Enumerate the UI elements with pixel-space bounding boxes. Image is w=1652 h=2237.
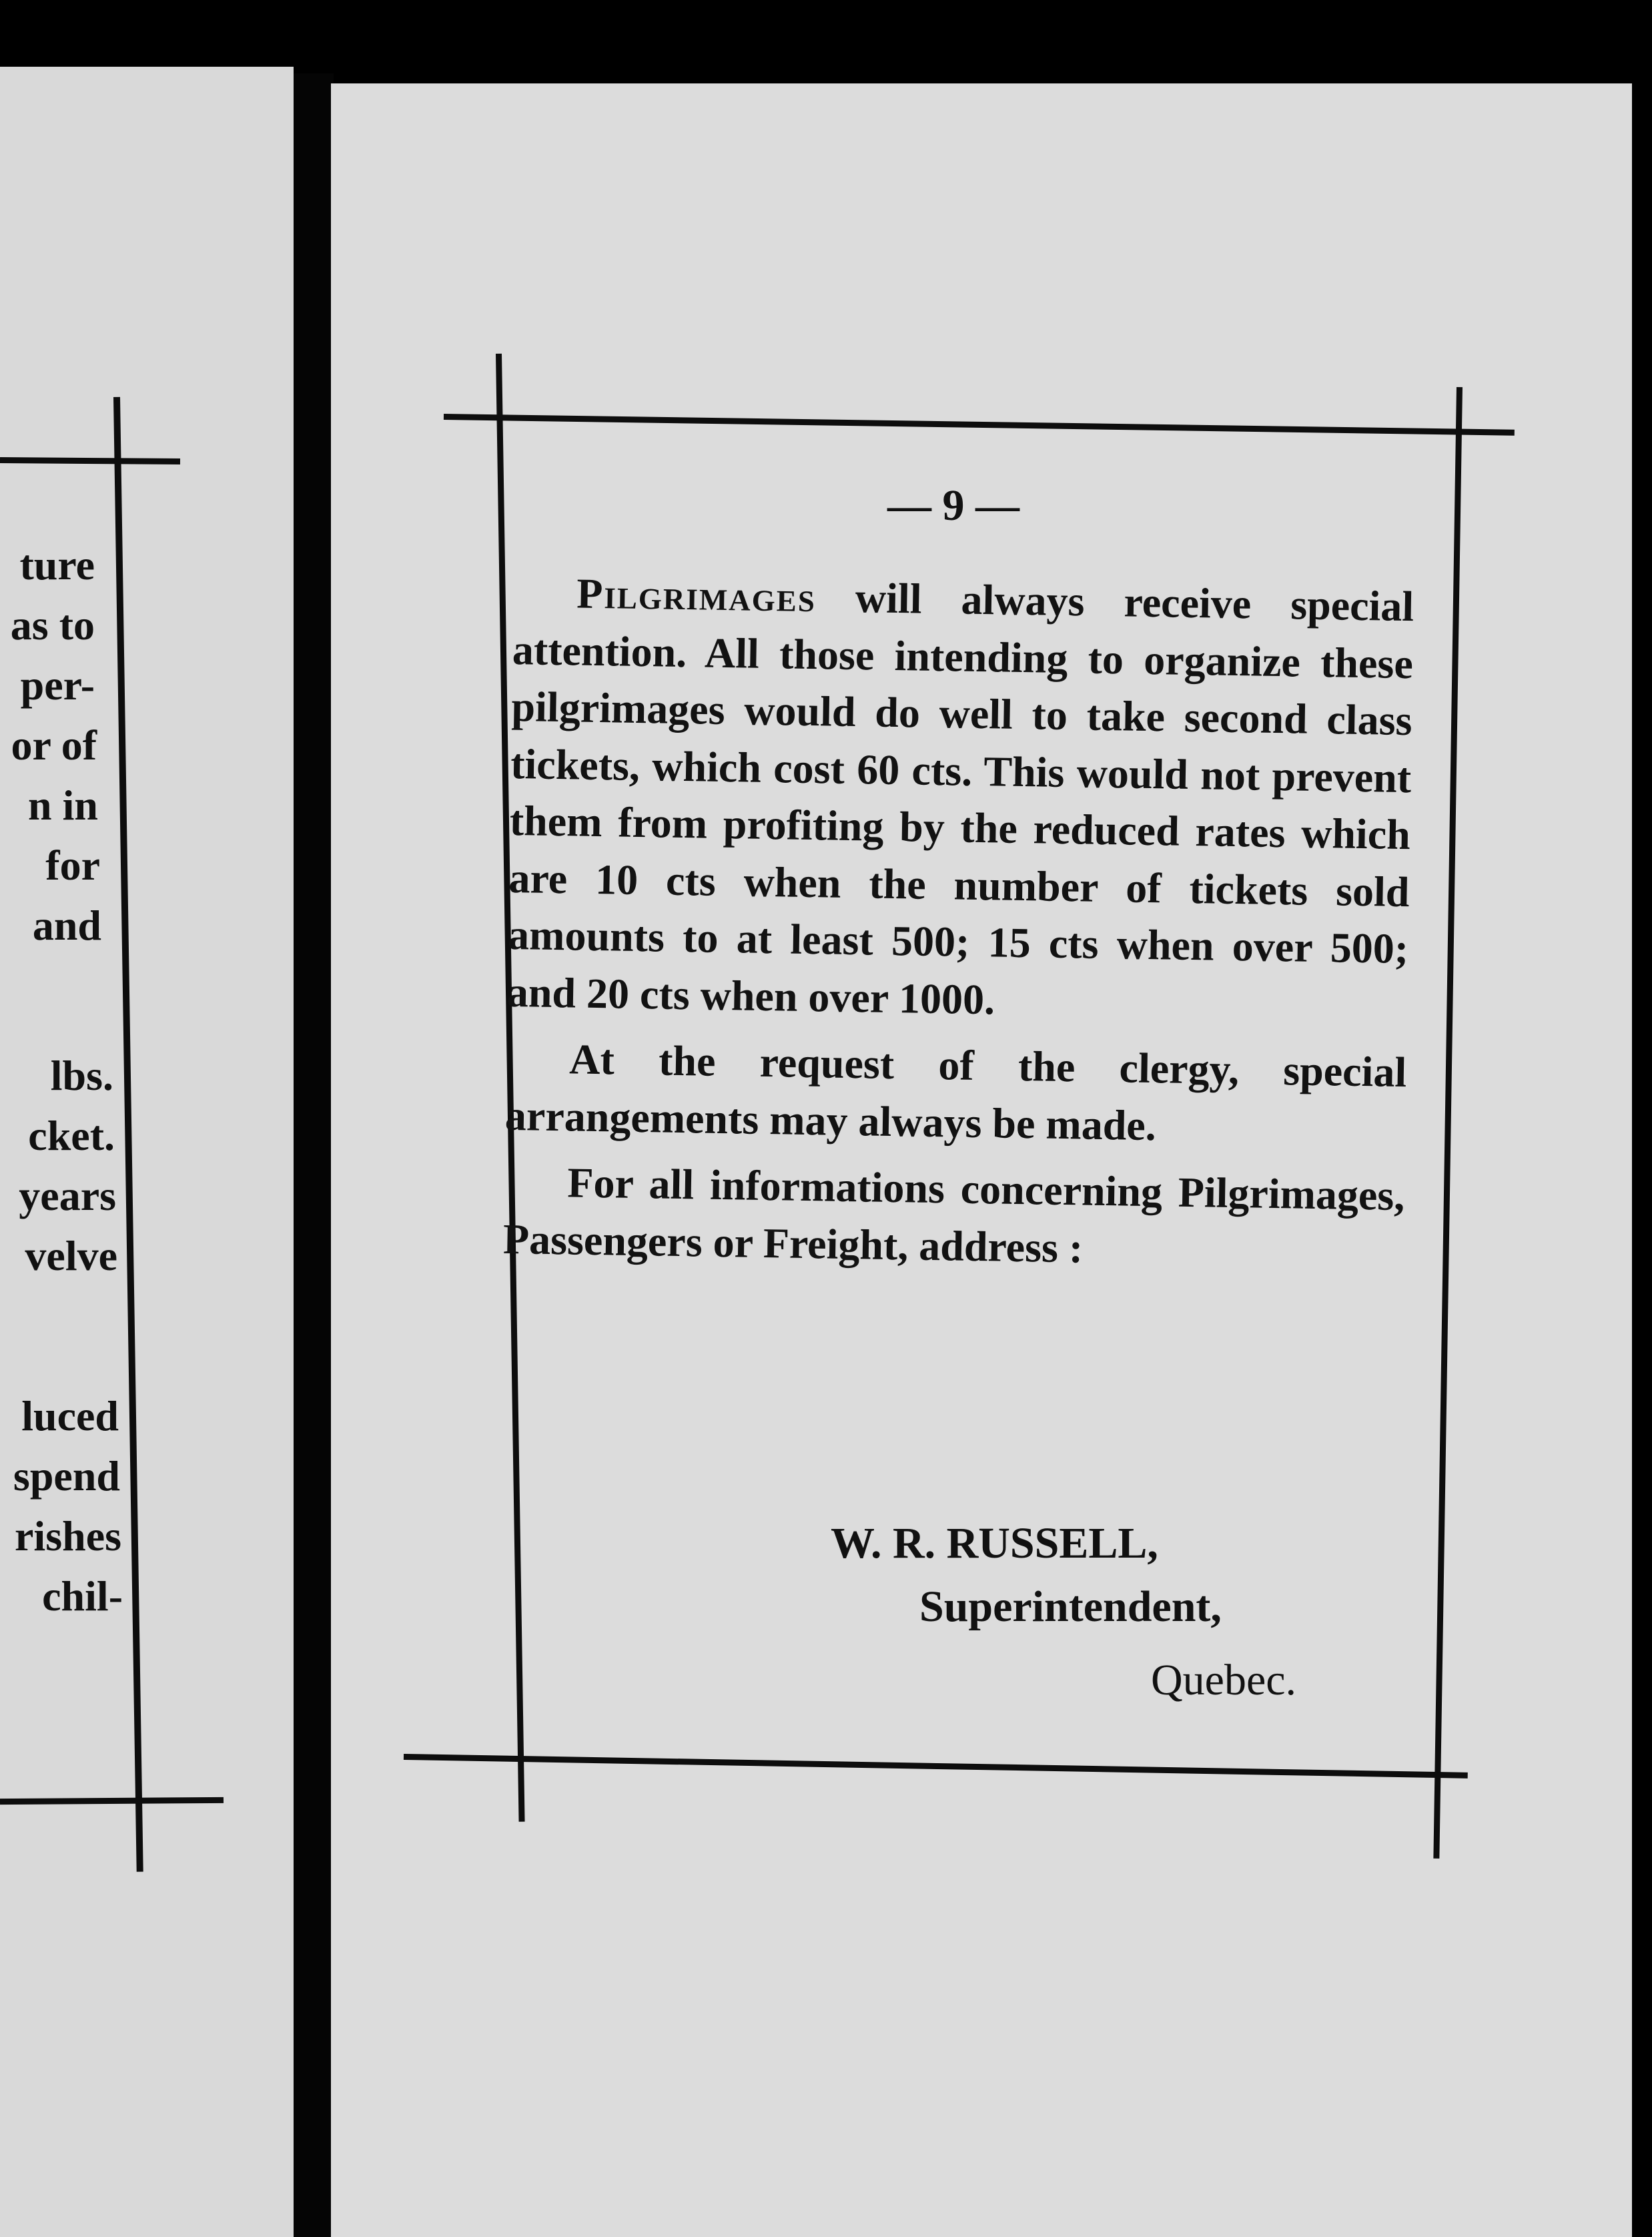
left-text-line: velve — [25, 1232, 117, 1279]
left-text-line: spend — [13, 1452, 120, 1500]
left-text-line: for — [45, 842, 100, 889]
left-text-line: lbs. — [50, 1052, 113, 1099]
left-text-line: rishes — [15, 1512, 121, 1560]
left-text-line: ture — [19, 541, 95, 589]
lead-word: Pilgrimages — [576, 569, 817, 621]
left-text-line: n in — [28, 781, 98, 829]
left-text-line: or of — [11, 721, 97, 769]
paragraph-text: For all informations concerning Pilgrimages, Passengers or Freight, address : — [502, 1159, 1405, 1272]
left-frame-top-rule — [0, 457, 180, 464]
left-frame-bottom-rule — [0, 1797, 224, 1805]
signature-place: Quebec. — [1151, 1656, 1297, 1704]
left-text-line: cket. — [28, 1112, 115, 1159]
body-text — [502, 564, 1414, 1291]
left-text-line: and — [32, 902, 101, 949]
left-page-fragment — [0, 67, 294, 2237]
left-text-line: as to — [10, 601, 95, 649]
paragraph-text: will always receive special attention. All those intending to organize these pilgrimages would do well to take second class tickets, which cost 60 cts. This would not prevent them from profiting by the reduced rates which are 10 cts when the number of tickets sold amounts to at least 500; 15 cts when over 500; and 20 cts when over 1000. — [506, 573, 1414, 1023]
left-text-line: chil- — [42, 1572, 123, 1620]
signature-title: Superintendent, — [919, 1582, 1222, 1631]
paragraph — [506, 564, 1414, 1034]
paragraph — [504, 1030, 1407, 1158]
left-text-line: years — [19, 1172, 116, 1219]
signature-name: W. R. RUSSELL, — [831, 1519, 1158, 1568]
left-text-line: luced — [21, 1392, 119, 1440]
paragraph-text: At the request of the clergy, special arrangements may always be made. — [504, 1035, 1407, 1149]
left-frame-vertical-rule — [113, 397, 143, 1872]
page-number: — 9 — — [887, 481, 1019, 530]
paragraph — [502, 1153, 1405, 1281]
left-text-line: per- — [20, 661, 95, 709]
book-gutter — [294, 73, 334, 2237]
